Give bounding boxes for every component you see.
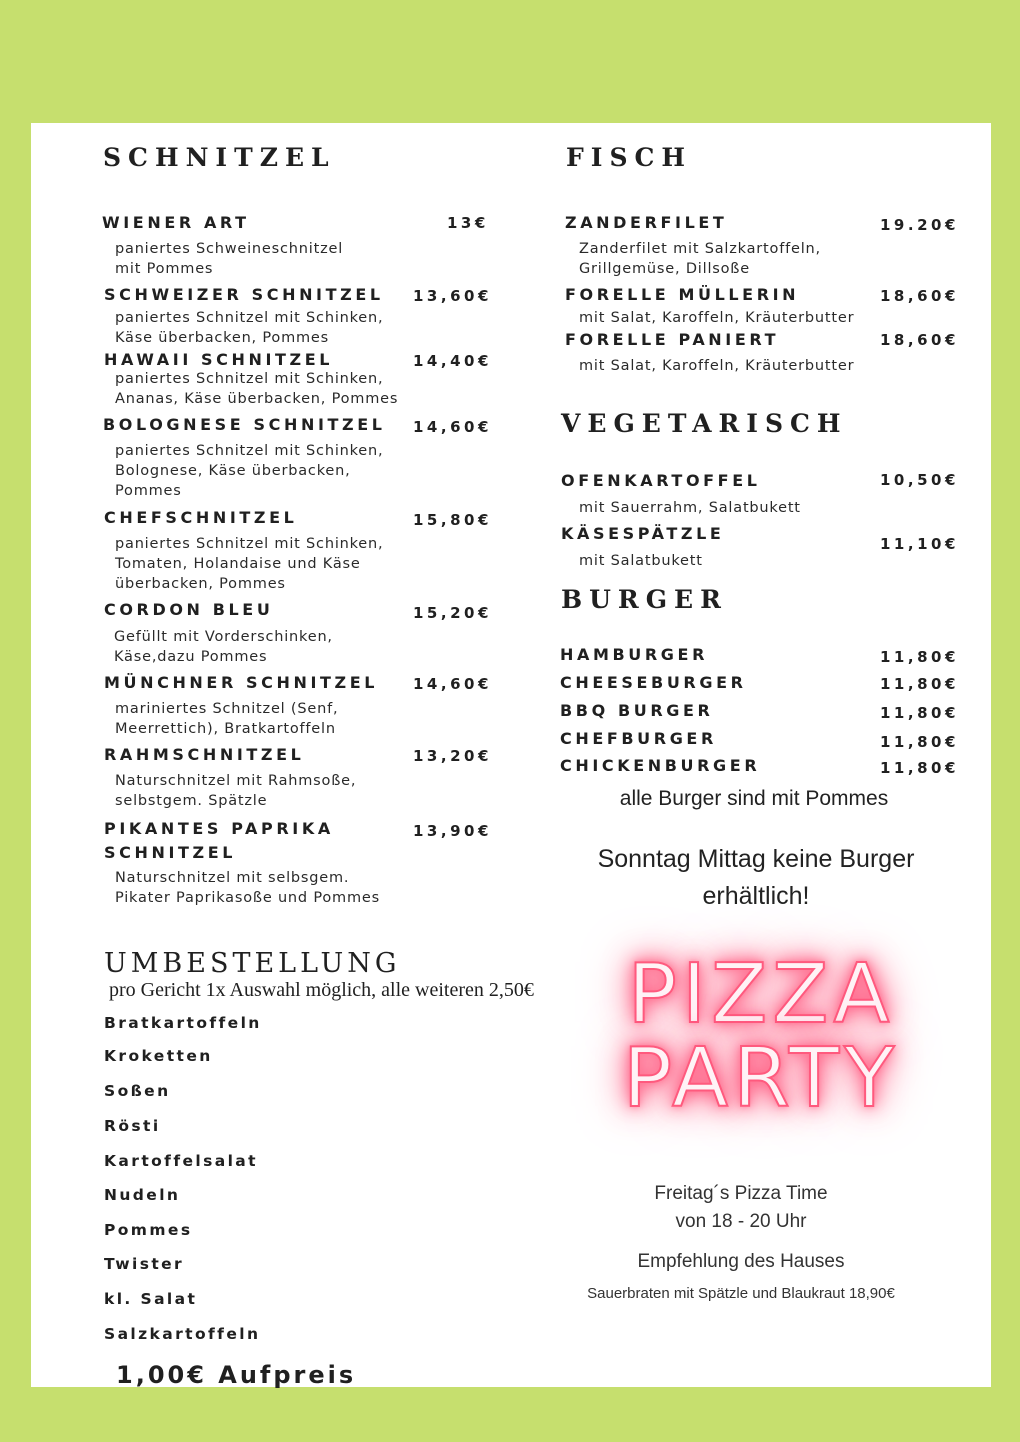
schnitzel-item-desc (115, 534, 383, 594)
veg-item-name: KÄSESPÄTZLE (561, 524, 725, 543)
schnitzel-item-price: 15,20€ (413, 604, 492, 622)
desc-line: mit Sauerrahm, Salatbukett (579, 500, 801, 516)
fisch-item-name: FORELLE PANIERT (565, 330, 780, 349)
pizza-neon-line: PIZZA (627, 947, 895, 1042)
fisch-item-desc (579, 239, 821, 279)
burger-item-price: 11,80€ (880, 704, 959, 722)
side-item: Pommes (104, 1221, 193, 1239)
side-item: Kartoffelsalat (104, 1152, 258, 1170)
fisch-title: FISCH (566, 143, 693, 172)
burger-item-name: CHEESEBURGER (560, 673, 747, 692)
pizza-time-title: Freitag´s Pizza Time (654, 1183, 828, 1204)
schnitzel-item-name: BOLOGNESE SCHNITZEL (103, 415, 386, 434)
fisch-item-price: 19.20€ (880, 216, 959, 234)
desc-line: mariniertes Schnitzel (Senf, (115, 701, 339, 717)
schnitzel-item-price: 13,90€ (413, 822, 492, 840)
fisch-item-desc (579, 356, 854, 376)
burger-item-name: HAMBURGER (560, 645, 708, 664)
desc-line: Gefüllt mit Vorderschinken, (114, 629, 333, 645)
side-item: Kroketten (104, 1047, 213, 1065)
side-item: Twister (104, 1255, 185, 1273)
pizza-neon-line: PARTY (622, 1031, 900, 1126)
schnitzel-item-name: CORDON BLEU (104, 600, 274, 619)
desc-line: Tomaten, Holandaise und Käse (115, 556, 361, 572)
schnitzel-item-name: HAWAII SCHNITZEL (104, 350, 334, 369)
fisch-item-price: 18,60€ (880, 331, 959, 349)
veg-item-name: OFENKARTOFFEL (561, 471, 761, 490)
recommend-text: Sauerbraten mit Spätzle und Blaukraut 18,90€ (587, 1285, 895, 1302)
burger-item-name: CHEFBURGER (560, 729, 717, 748)
fisch-item-name: FORELLE MÜLLERIN (565, 285, 800, 304)
desc-line: Ananas, Käse überbacken, Pommes (115, 391, 399, 407)
veg-item-price: 11,10€ (880, 535, 959, 553)
desc-line: mit Salat, Karoffeln, Kräuterbutter (579, 358, 855, 374)
schnitzel-item-desc (115, 441, 383, 501)
desc-line: überbacken, Pommes (115, 576, 286, 592)
umbestellung-title: UMBESTELLUNG (104, 948, 401, 979)
desc-line: Käse überbacken, Pommes (115, 330, 329, 346)
burger-title: BURGER (561, 585, 728, 614)
schnitzel-item-desc (114, 627, 333, 667)
desc-line: paniertes Schweineschnitzel (115, 241, 344, 257)
schnitzel-item-desc (115, 239, 343, 279)
desc-line: Bolognese, Käse überbacken, (115, 463, 351, 479)
fisch-item-price: 18,60€ (880, 287, 959, 305)
schnitzel-item-price: 14,60€ (413, 418, 492, 436)
desc-line: paniertes Schnitzel mit Schinken, (115, 536, 384, 552)
schnitzel-item-name: CHEFSCHNITZEL (104, 508, 298, 527)
recommend-title: Empfehlung des Hauses (637, 1251, 845, 1272)
burger-item-price: 11,80€ (880, 733, 959, 751)
schnitzel-title: SCHNITZEL (103, 143, 336, 172)
sunday-note-line: erhältlich! (702, 882, 810, 910)
schnitzel-item-name: MÜNCHNER SCHNITZEL (104, 673, 379, 692)
schnitzel-item-desc (115, 369, 398, 409)
burger-item-name: CHICKENBURGER (560, 756, 761, 775)
desc-line: Käse,dazu Pommes (114, 649, 268, 665)
desc-line: paniertes Schnitzel mit Schinken, (115, 310, 384, 326)
desc-line: Meerrettich), Bratkartoffeln (115, 721, 336, 737)
sunday-note-line: Sonntag Mittag keine Burger (597, 845, 915, 873)
schnitzel-item-price: 13,20€ (413, 747, 492, 765)
menu-sheet (31, 123, 991, 1387)
burger-item-name: BBQ BURGER (560, 701, 714, 720)
desc-line: Grillgemüse, Dillsoße (579, 261, 750, 277)
side-item: Salzkartoffeln (104, 1325, 261, 1343)
schnitzel-item-name: SCHWEIZER SCHNITZEL (104, 285, 384, 304)
desc-line: selbstgem. Spätzle (115, 793, 268, 809)
schnitzel-item-desc (115, 699, 338, 739)
pizza-party-neon (591, 947, 931, 1126)
desc-line: Pommes (115, 483, 182, 499)
surcharge-text: 1,00€ Aufpreis (116, 1361, 357, 1389)
schnitzel-item-price: 14,60€ (413, 675, 492, 693)
desc-line: Naturschnitzel mit selbsgem. (115, 870, 350, 886)
desc-line: Zanderfilet mit Salzkartoffeln, (579, 241, 821, 257)
schnitzel-item-name: WIENER ART (102, 213, 250, 232)
desc-line: Naturschnitzel mit Rahmsoße, (115, 773, 357, 789)
pizza-time-range: von 18 - 20 Uhr (675, 1211, 807, 1232)
burger-item-price: 11,80€ (880, 648, 959, 666)
side-item: kl. Salat (104, 1290, 198, 1308)
side-item: Nudeln (104, 1186, 181, 1204)
side-item: Soßen (104, 1082, 171, 1100)
desc-line: mit Salat, Karoffeln, Kräuterbutter (579, 310, 855, 326)
schnitzel-item-price: 13,60€ (413, 287, 492, 305)
desc-line: Pikater Paprikasoße und Pommes (115, 890, 380, 906)
fisch-item-name: ZANDERFILET (565, 213, 728, 232)
sunday-note (541, 841, 971, 915)
schnitzel-item-desc (115, 868, 380, 908)
schnitzel-item-price: 13€ (447, 214, 489, 232)
schnitzel-item-price: 14,40€ (413, 352, 492, 370)
vegetarisch-title: VEGETARISCH (561, 409, 848, 438)
veg-item-price: 10,50€ (880, 471, 959, 489)
umbestellung-subtitle: pro Gericht 1x Auswahl möglich, alle weiteren 2,50€ (109, 979, 534, 1001)
burger-note: alle Burger sind mit Pommes (619, 787, 889, 810)
schnitzel-item-desc (115, 771, 356, 811)
veg-item-desc (579, 498, 801, 518)
desc-line: paniertes Schnitzel mit Schinken, (115, 443, 384, 459)
schnitzel-item-name: PIKANTES PAPRIKA SCHNITZEL (104, 819, 334, 862)
veg-item-desc (579, 551, 703, 571)
burger-item-price: 11,80€ (880, 675, 959, 693)
desc-line: paniertes Schnitzel mit Schinken, (115, 371, 384, 387)
fisch-item-desc (579, 308, 854, 328)
schnitzel-item-name: RAHMSCHNITZEL (104, 745, 305, 764)
burger-item-price: 11,80€ (880, 759, 959, 777)
desc-line: mit Salatbukett (579, 553, 703, 569)
schnitzel-item-desc (115, 308, 383, 348)
desc-line: mit Pommes (115, 261, 214, 277)
side-item: Rösti (104, 1117, 161, 1135)
schnitzel-item-price: 15,80€ (413, 511, 492, 529)
side-item: Bratkartoffeln (104, 1014, 262, 1032)
